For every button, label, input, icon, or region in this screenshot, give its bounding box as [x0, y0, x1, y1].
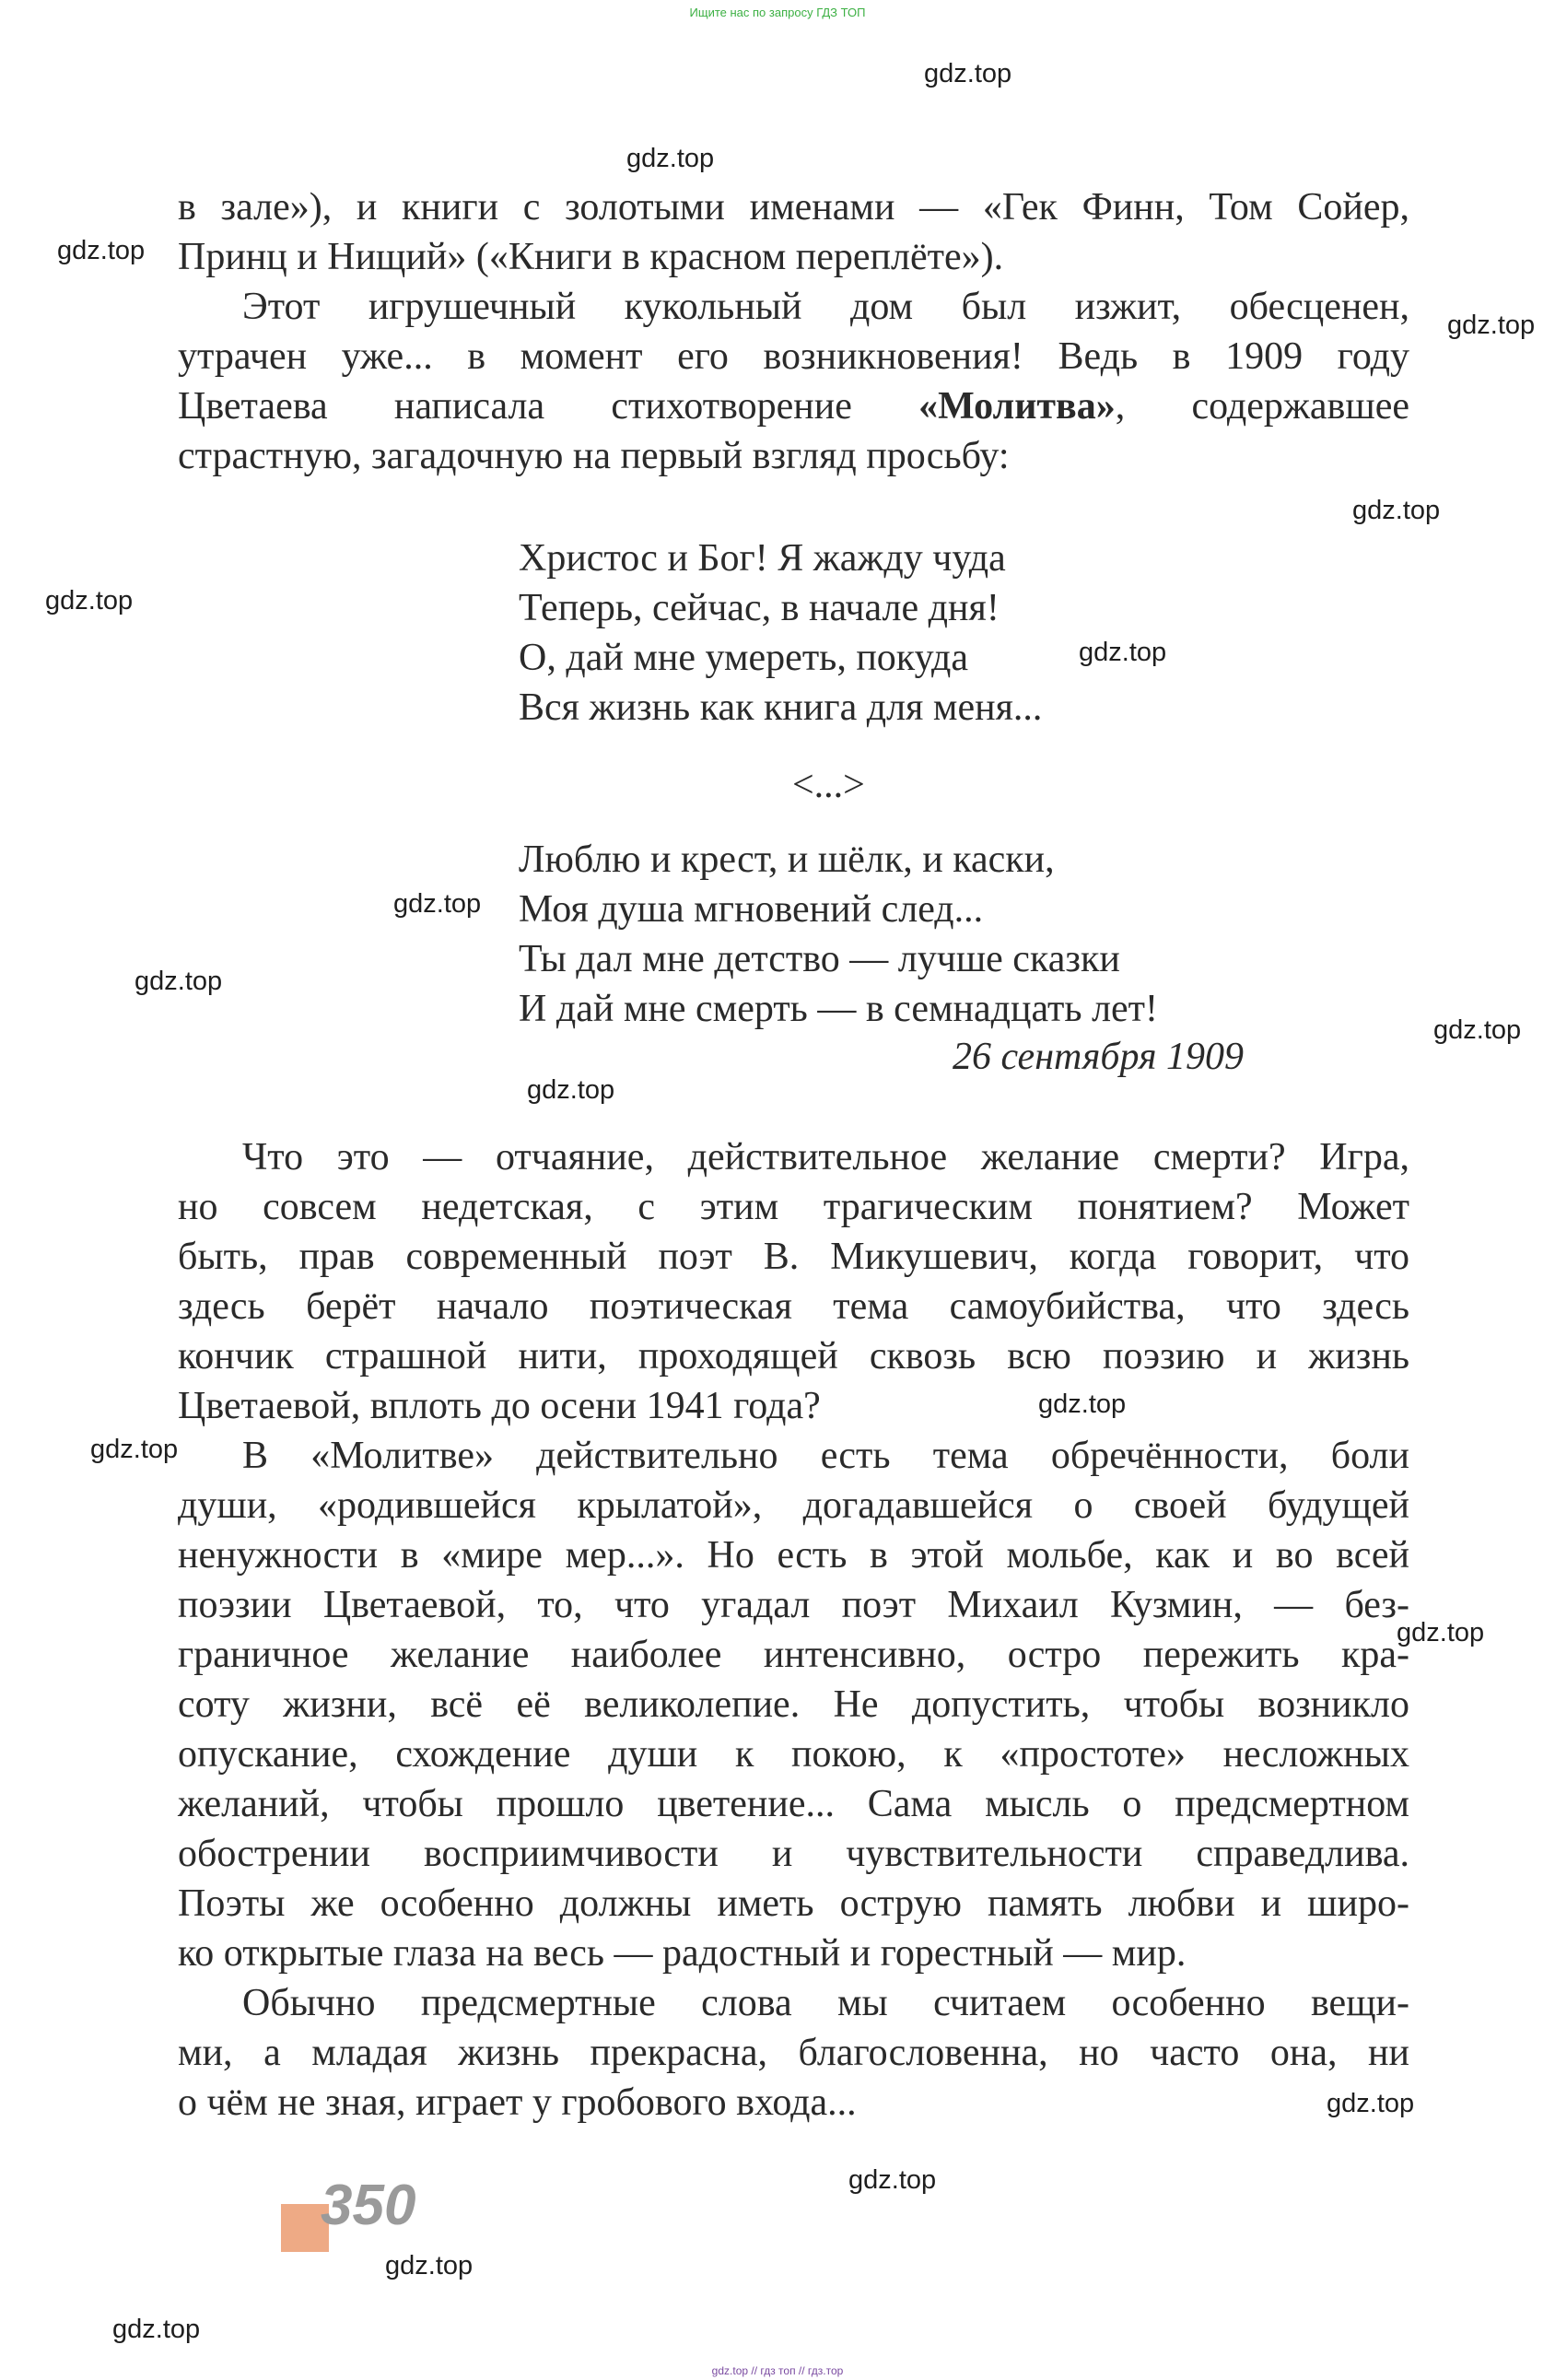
watermark: gdz.top: [1352, 496, 1441, 525]
poem-line: Люблю и крест, и шёлк, и каски,: [519, 838, 1055, 881]
paragraph-line: Этот игрушечный кукольный дом был изжит, обесценен,: [242, 286, 1409, 328]
watermark: gdz.top: [45, 586, 134, 616]
paragraph-line: ненужности в «мире мер...». Но есть в этой мольбе, как и во всей: [178, 1534, 1409, 1577]
paragraph-line: но совсем недетская, с этим трагическим понятием? Может: [178, 1186, 1409, 1228]
watermark: gdz.top: [57, 236, 146, 265]
top-search-hint[interactable]: Ищите нас по запросу ГДЗ ТОП: [689, 6, 866, 19]
poem-title-bold: «Молитва»: [918, 385, 1116, 428]
poem-separator: <...>: [792, 764, 865, 806]
paragraph-line: желаний, чтобы прошло цветение... Сама мысль о предсмертном: [178, 1783, 1409, 1825]
poem-date: 26 сентября 1909: [952, 1036, 1244, 1078]
poem-line: О, дай мне умереть, покуда: [519, 637, 968, 679]
paragraph-line: утрачен уже... в момент его возникновения! Ведь в 1909 году: [178, 335, 1409, 378]
paragraph-line: Принц и Нищий» («Книги в красном переплёте»).: [178, 236, 1004, 278]
paragraph-line: В «Молитве» действительно есть тема обречённости, боли: [242, 1435, 1409, 1477]
watermark: gdz.top: [1038, 1389, 1127, 1419]
watermark: gdz.top: [1327, 2089, 1415, 2118]
poem-line: Моя душа мгновений след...: [519, 888, 984, 931]
text-span: , содержавшее: [1115, 385, 1409, 428]
paragraph-line: ко открытые глаза на весь — радостный и горестный — мир.: [178, 1932, 1187, 1975]
watermark: gdz.top: [1447, 311, 1536, 340]
paragraph-line: Цветаевой, вплоть до осени 1941 года?: [178, 1385, 821, 1427]
poem-line: Ты дал мне детство — лучше сказки: [519, 938, 1120, 980]
watermark: gdz.top: [1433, 1015, 1522, 1045]
paragraph-line: граничное желание наиболее интенсивно, остро пережить кра-: [178, 1634, 1409, 1676]
paragraph-line: в зале»), и книги с золотыми именами — «Гек Финн, Том Сойер,: [178, 186, 1409, 229]
paragraph-line: Что это — отчаяние, действительное желание смерти? Игра,: [242, 1136, 1409, 1178]
paragraph-line: здесь берёт начало поэтическая тема самоубийства, что здесь: [178, 1285, 1409, 1328]
watermark: gdz.top: [848, 2165, 937, 2195]
paragraph-line: кончик страшной нити, проходящей сквозь всю поэзию и жизнь: [178, 1335, 1409, 1378]
poem-line: Христос и Бог! Я жажду чуда: [519, 537, 1006, 580]
paragraph-line: соту жизни, всё её великолепие. Не допустить, чтобы возникло: [178, 1683, 1409, 1726]
text-span: Цветаева написала стихотворение: [178, 385, 919, 428]
page-number: 350: [321, 2174, 416, 2237]
watermark: gdz.top: [924, 59, 1012, 88]
paragraph-line: души, «родившейся крылатой», догадавшейся о своей будущей: [178, 1484, 1409, 1527]
paragraph-line: [178, 381, 1409, 431]
watermark: gdz.top: [385, 2251, 474, 2280]
paragraph-line: опускание, схождение души к покою, к «простоте» несложных: [178, 1733, 1409, 1776]
paragraph-line: ми, а младая жизнь прекрасна, благословенна, но часто она, ни: [178, 2032, 1409, 2074]
watermark: gdz.top: [112, 2315, 201, 2344]
poem-line: И дай мне смерть — в семнадцать лет!: [519, 988, 1159, 1030]
paragraph-line: страстную, загадочную на первый взгляд просьбу:: [178, 435, 1010, 477]
poem-line: Теперь, сейчас, в начале дня!: [519, 587, 1000, 629]
watermark: gdz.top: [626, 144, 715, 173]
bottom-links[interactable]: gdz.top // гдз топ // гдз.тор: [711, 2364, 844, 2377]
poem-line: Вся жизнь как книга для меня...: [519, 686, 1043, 729]
watermark: gdz.top: [1397, 1618, 1485, 1647]
watermark: gdz.top: [393, 889, 482, 919]
paragraph-line: обострении восприимчивости и чувствительности справедлива.: [178, 1833, 1409, 1875]
watermark: gdz.top: [527, 1075, 615, 1105]
paragraph-line: быть, прав современный поэт В. Микушевич, когда говорит, что: [178, 1236, 1409, 1278]
paragraph-line: Обычно предсмертные слова мы считаем особенно вещи-: [242, 1982, 1409, 2024]
paragraph-line: Поэты же особенно должны иметь острую память любви и широ-: [178, 1882, 1409, 1925]
watermark: gdz.top: [90, 1435, 179, 1464]
watermark: gdz.top: [134, 967, 223, 996]
watermark: gdz.top: [1079, 638, 1167, 667]
paragraph-line: поэзии Цветаевой, то, что угадал поэт Михаил Кузмин, — без-: [178, 1584, 1409, 1626]
paragraph-line: о чём не зная, играет у гробового входа...: [178, 2081, 857, 2124]
